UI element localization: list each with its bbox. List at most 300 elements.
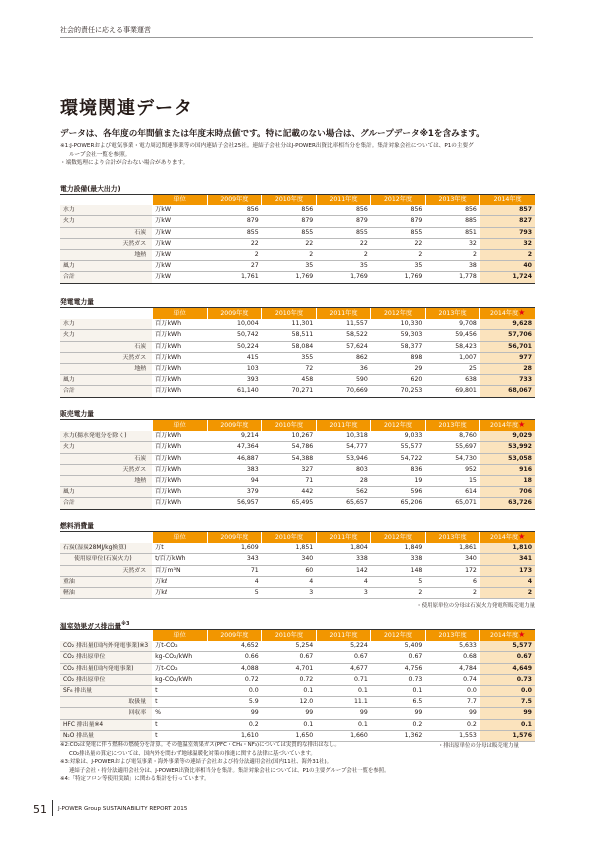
header-blank (60, 308, 152, 319)
row-label: 火力 (60, 330, 152, 341)
sales-table-title (60, 409, 535, 420)
row-unit: 百万kWh (152, 352, 207, 363)
header-year-text: 2014年度 (490, 534, 519, 541)
cell-value: 65,657 (316, 498, 371, 509)
table-row (60, 250, 535, 261)
cell-value: 855 (207, 227, 262, 238)
cell-value: 5,224 (316, 641, 371, 652)
header-year (207, 308, 262, 319)
cell-value: 2 (480, 250, 535, 261)
table-row (60, 319, 535, 330)
fuel-footnote: ・使用原単位の分母は石炭火力発電所販売電力量 (416, 603, 535, 609)
cell-value: 6.5 (371, 697, 426, 708)
row-unit: 百万kWh (152, 375, 207, 386)
row-unit: 万kℓ (152, 576, 207, 587)
cell-value: 0.0 (425, 686, 480, 697)
cell-value: 9,033 (371, 431, 426, 442)
lead-text: データは、各年度の年間値または年度末時点値です。特に記載のない場合は、グループデータ※1を含みます。 (60, 129, 485, 139)
row-unit: 百万kWh (152, 386, 207, 397)
cell-value: 22 (371, 238, 426, 249)
row-label: 合計 (60, 498, 152, 509)
cell-value: 0.1 (316, 719, 371, 730)
cell-value: 0.2 (371, 719, 426, 730)
cell-value: 1,769 (371, 272, 426, 283)
row-unit: 万kW (152, 205, 207, 216)
cell-value: 6 (425, 576, 480, 587)
cell-value: 836 (371, 464, 426, 475)
header-notes (60, 142, 540, 168)
cell-value: 57,706 (480, 330, 535, 341)
row-unit: 万kW (152, 250, 207, 261)
table-row (60, 652, 535, 663)
page-title: 環境関連データ (60, 98, 193, 119)
header-blank (60, 532, 152, 543)
header-blank (60, 420, 152, 431)
cell-value: 5 (371, 576, 426, 587)
cell-value: 18 (480, 476, 535, 487)
note-line: ※2:CO₂は発電に伴う燃料の燃焼分を計算。その他温室効果ガス(PFC・CH₄・NF₃)については実質的な排出はなし。 (60, 742, 340, 748)
cell-value: 46,887 (207, 453, 262, 464)
table-row (60, 708, 535, 719)
cell-value: 1,609 (207, 543, 262, 554)
cell-value: 54,777 (316, 442, 371, 453)
cell-value: 53,058 (480, 453, 535, 464)
cell-value: 22 (207, 238, 262, 249)
cell-value: 142 (316, 565, 371, 576)
cell-value: 1,778 (425, 272, 480, 283)
table-row (60, 453, 535, 464)
cell-value: 5,409 (371, 641, 426, 652)
cell-value: 4,677 (316, 663, 371, 674)
cell-value: 355 (262, 352, 317, 363)
cell-value: 5 (207, 588, 262, 599)
cell-value: 32 (480, 238, 535, 249)
cell-value: 1,007 (425, 352, 480, 363)
cell-value: 1,362 (371, 730, 426, 741)
header-year (207, 532, 262, 543)
header-year (425, 532, 480, 543)
cell-value: 0.1 (262, 686, 317, 697)
header-year-text: 2013年度 (438, 631, 467, 639)
cell-value: 855 (262, 227, 317, 238)
table-row (60, 498, 535, 509)
cell-value: 58,511 (262, 330, 317, 341)
cell-value: 856 (371, 205, 426, 216)
row-label: CO₂ 排出量(国内外発電事業)※3 (60, 641, 152, 652)
cell-value: 4,088 (207, 663, 262, 674)
generation-table-title (60, 297, 535, 308)
cell-value: 9,214 (207, 431, 262, 442)
cell-value: 1,769 (262, 272, 317, 283)
row-unit: t/百万kWh (152, 554, 207, 565)
header-year-text: 2010年度 (274, 631, 304, 639)
cell-value: 65,071 (425, 498, 480, 509)
cell-value: 65,495 (262, 498, 317, 509)
header-year-text: 2009年度 (220, 533, 249, 541)
header-year-text: 2013年度 (438, 196, 467, 203)
cell-value: 1,861 (425, 543, 480, 554)
cell-value: 977 (480, 352, 535, 363)
cell-value: 4 (480, 576, 535, 587)
cell-value: 99 (480, 708, 535, 719)
table-title-text: 温室効果ガス排出量 (60, 622, 122, 631)
cell-value: 65,206 (371, 498, 426, 509)
cell-value: 879 (207, 216, 262, 227)
cell-value: 5,577 (480, 641, 535, 652)
header-year-text: 2010年度 (274, 421, 304, 429)
cell-value: 851 (425, 227, 480, 238)
header-unit: 単位 (152, 308, 207, 319)
row-label: 火力 (60, 216, 152, 227)
cell-value: 0.0 (480, 686, 535, 697)
row-unit: % (152, 708, 207, 719)
header-year-text: 2011年度 (329, 631, 358, 639)
cell-value: 38 (425, 261, 480, 272)
cell-value: 35 (316, 261, 371, 272)
ghg-table (60, 630, 535, 742)
cell-value: 879 (262, 216, 317, 227)
row-unit: 万kW (152, 227, 207, 238)
cell-value: 0.2 (425, 719, 480, 730)
cell-value: 1,650 (262, 730, 317, 741)
cell-value: 0.73 (480, 674, 535, 685)
cell-value: 68,067 (480, 386, 535, 397)
row-unit: 百万kWh (152, 364, 207, 375)
cell-value: 0.72 (262, 674, 317, 685)
cell-value: 22 (262, 238, 317, 249)
header-unit: 単位 (152, 630, 207, 641)
cell-value: 40 (480, 261, 535, 272)
cell-value: 8,760 (425, 431, 480, 442)
table-row (60, 442, 535, 453)
cell-value: 1,553 (425, 730, 480, 741)
header-unit: 単位 (152, 195, 207, 205)
row-unit: 万t (152, 543, 207, 554)
cell-value: 827 (480, 216, 535, 227)
fuel-table-block (60, 521, 535, 599)
row-label: 石炭 (60, 341, 152, 352)
table-row (60, 261, 535, 272)
cell-value: 862 (316, 352, 371, 363)
cell-value: 9,708 (425, 319, 480, 330)
cell-value: 63,726 (480, 498, 535, 509)
cell-value: 1,851 (262, 543, 317, 554)
cell-value: 54,722 (371, 453, 426, 464)
cell-value: 2 (371, 250, 426, 261)
row-unit: t (152, 697, 207, 708)
row-label: CO₂ 排出量(国内発電事業) (60, 663, 152, 674)
table-row (60, 341, 535, 352)
cell-value: 58,084 (262, 341, 317, 352)
cell-value: 56,957 (207, 498, 262, 509)
cell-value: 442 (262, 487, 317, 498)
row-label: 軽油 (60, 588, 152, 599)
row-label: 地熱 (60, 476, 152, 487)
row-label: 地熱 (60, 250, 152, 261)
row-label: 水力 (60, 205, 152, 216)
cell-value: 855 (371, 227, 426, 238)
header-year (425, 195, 480, 205)
table-row (60, 352, 535, 363)
cell-value: 172 (425, 565, 480, 576)
cell-value: 69,801 (425, 386, 480, 397)
header-year (480, 420, 535, 431)
cell-value: 2 (480, 588, 535, 599)
cell-value: 70,271 (262, 386, 317, 397)
cell-value: 58,522 (316, 330, 371, 341)
table-header-row (60, 420, 535, 431)
table-row (60, 641, 535, 652)
table-row (60, 386, 535, 397)
cell-value: 856 (262, 205, 317, 216)
header-year (425, 308, 480, 319)
table-header-row (60, 532, 535, 543)
cell-value: 4 (316, 576, 371, 587)
cell-value: 173 (480, 565, 535, 576)
capacity-table-title (60, 184, 535, 195)
header-year (371, 630, 426, 641)
row-label: 水力 (60, 319, 152, 330)
cell-value: 327 (262, 464, 317, 475)
header-year-text: 2009年度 (220, 309, 249, 317)
sales-table-block (60, 409, 535, 510)
sales-table (60, 420, 535, 510)
row-label: 使用原単位(石炭火力) (60, 554, 152, 565)
header-year (480, 630, 535, 641)
row-label: 火力 (60, 442, 152, 453)
header-blank (60, 630, 152, 641)
cell-value: 803 (316, 464, 371, 475)
header-year (262, 420, 317, 431)
cell-value: 99 (425, 708, 480, 719)
cell-value: 3 (262, 588, 317, 599)
cell-value: 793 (480, 227, 535, 238)
table-title-text: 発電電力量 (60, 298, 94, 306)
cell-value: 28 (316, 476, 371, 487)
header-year (425, 630, 480, 641)
cell-value: 103 (207, 364, 262, 375)
table-title-text: 電力設備(最大出力) (60, 185, 121, 193)
page-number: 51 (33, 803, 47, 816)
header-divider (60, 37, 533, 38)
header-year-text: 2010年度 (274, 533, 304, 541)
cell-value: 338 (316, 554, 371, 565)
cell-value: 4 (262, 576, 317, 587)
cell-value: 0.67 (316, 652, 371, 663)
header-year-text: 2013年度 (438, 309, 467, 317)
cell-value: 340 (425, 554, 480, 565)
emission-footnote: ・排出原単位の分母は販売電力量 (438, 743, 519, 749)
cell-value: 10,267 (262, 431, 317, 442)
row-unit: 百万kWh (152, 498, 207, 509)
row-unit: 万kW (152, 216, 207, 227)
header-year-text: 2013年度 (438, 421, 467, 429)
header-year (480, 532, 535, 543)
header-year-text: 2012年度 (383, 309, 413, 317)
cell-value: 0.74 (425, 674, 480, 685)
header-year (262, 195, 317, 205)
cell-value: 55,697 (425, 442, 480, 453)
cell-value: 1,724 (480, 272, 535, 283)
header-year-text: 2012年度 (383, 196, 413, 203)
table-header-row (60, 308, 535, 319)
cell-value: 1,610 (207, 730, 262, 741)
row-label: 天然ガス (60, 238, 152, 249)
cell-value: 2 (371, 588, 426, 599)
star-icon: ★ (518, 308, 526, 317)
header-year-text: 2012年度 (383, 421, 413, 429)
header-year-text: 2010年度 (274, 309, 304, 317)
table-row (60, 216, 535, 227)
table-row (60, 719, 535, 730)
cell-value: 99 (207, 708, 262, 719)
cell-value: 54,786 (262, 442, 317, 453)
row-unit: 百万kWh (152, 319, 207, 330)
header-year (371, 532, 426, 543)
header-year-text: 2009年度 (220, 196, 249, 203)
capacity-table (60, 195, 535, 284)
header-year-text: 2011年度 (329, 533, 358, 541)
cell-value: 0.0 (207, 686, 262, 697)
ghg-table-block (60, 619, 535, 742)
row-label: 風力 (60, 487, 152, 498)
cell-value: 2 (425, 588, 480, 599)
cell-value: 879 (371, 216, 426, 227)
cell-value: 2 (425, 250, 480, 261)
header-year-text: 2012年度 (383, 631, 413, 639)
row-label: 天然ガス (60, 352, 152, 363)
cell-value: 458 (262, 375, 317, 386)
row-label: 水力(揚水発電分を除く) (60, 431, 152, 442)
row-label: 回収率 (60, 708, 152, 719)
cell-value: 3 (316, 588, 371, 599)
header-year (207, 630, 262, 641)
report-title: J-POWER Group SUSTAINABILITY REPORT 2015 (58, 806, 188, 812)
cell-value: 148 (371, 565, 426, 576)
cell-value: 0.1 (371, 686, 426, 697)
cell-value: 12.0 (262, 697, 317, 708)
cell-value: 9,628 (480, 319, 535, 330)
cell-value: 47,364 (207, 442, 262, 453)
header-year-text: 2014年度 (490, 310, 519, 317)
row-label: SF₆ 排出量 (60, 686, 152, 697)
cell-value: 5,254 (262, 641, 317, 652)
note-line: ※3:対象は、J-POWERおよび電気事業・海外事業等の連結子会社および持分法適用会社(国内11社、海外31社)。 (60, 759, 333, 766)
cell-value: 59,303 (371, 330, 426, 341)
row-unit: 百万kWh (152, 464, 207, 475)
row-unit: 万kW (152, 261, 207, 272)
cell-value: 99 (371, 708, 426, 719)
cell-value: 1,804 (316, 543, 371, 554)
header-year-text: 2014年度 (490, 422, 519, 429)
row-unit: 万t-CO₂ (152, 663, 207, 674)
cell-value: 36 (316, 364, 371, 375)
cell-value: 0.1 (262, 719, 317, 730)
cell-value: 25 (425, 364, 480, 375)
row-label: 重油 (60, 576, 152, 587)
cell-value: 35 (371, 261, 426, 272)
cell-value: 898 (371, 352, 426, 363)
cell-value: 0.71 (316, 674, 371, 685)
row-unit: 百万kWh (152, 330, 207, 341)
cell-value: 1,769 (316, 272, 371, 283)
cell-value: 0.67 (371, 652, 426, 663)
row-unit: 百万kWh (152, 476, 207, 487)
row-label: 天然ガス (60, 464, 152, 475)
table-row (60, 730, 535, 741)
table-row (60, 686, 535, 697)
header-year (207, 195, 262, 205)
header-year (316, 195, 371, 205)
cell-value: 1,660 (316, 730, 371, 741)
cell-value: 54,388 (262, 453, 317, 464)
cell-value: 855 (316, 227, 371, 238)
cell-value: 596 (371, 487, 426, 498)
header-year-text: 2012年度 (383, 533, 413, 541)
cell-value: 341 (480, 554, 535, 565)
capacity-table-block (60, 184, 535, 284)
cell-value: 885 (425, 216, 480, 227)
cell-value: 415 (207, 352, 262, 363)
cell-value: 856 (207, 205, 262, 216)
table-row (60, 588, 535, 599)
star-icon: ★ (518, 420, 526, 429)
cell-value: 706 (480, 487, 535, 498)
cell-value: 0.1 (316, 686, 371, 697)
table-title-text: 販売電力量 (60, 410, 94, 418)
cell-value: 99 (316, 708, 371, 719)
table-row (60, 487, 535, 498)
header-year (207, 420, 262, 431)
cell-value: 916 (480, 464, 535, 475)
row-unit: 万t-CO₂ (152, 641, 207, 652)
note-line: CO₂排出量の算定については、国内外を問わず地球温暖化対策の推進に関する法律に基づいています。 (69, 750, 316, 757)
cell-value: 19 (371, 476, 426, 487)
cell-value: 343 (207, 554, 262, 565)
row-label: N₂O 排出量 (60, 730, 152, 741)
row-label: CO₂ 排出原単位 (60, 674, 152, 685)
header-year-text: 2010年度 (274, 196, 304, 203)
row-unit: t (152, 730, 207, 741)
row-unit: 百万kWh (152, 487, 207, 498)
row-label: CO₂ 排出原単位 (60, 652, 152, 663)
table-row (60, 227, 535, 238)
cell-value: 856 (316, 205, 371, 216)
footer-divider (52, 800, 53, 816)
cell-value: 340 (262, 554, 317, 565)
row-label: HFC 排出量※4 (60, 719, 152, 730)
cell-value: 562 (316, 487, 371, 498)
row-label: 石炭(湿炭28MJ/kg換算) (60, 543, 152, 554)
cell-value: 1,810 (480, 543, 535, 554)
cell-value: 56,701 (480, 341, 535, 352)
row-unit: kg-CO₂/kWh (152, 652, 207, 663)
cell-value: 61,140 (207, 386, 262, 397)
cell-value: 27 (207, 261, 262, 272)
cell-value: 58,423 (425, 341, 480, 352)
row-unit: t (152, 686, 207, 697)
table-row (60, 464, 535, 475)
cell-value: 590 (316, 375, 371, 386)
header-year-text: 2013年度 (438, 533, 467, 541)
cell-value: 0.72 (207, 674, 262, 685)
cell-value: 28 (480, 364, 535, 375)
row-unit: 百万m³N (152, 565, 207, 576)
cell-value: 60 (262, 565, 317, 576)
cell-value: 32 (425, 238, 480, 249)
row-label: 合計 (60, 386, 152, 397)
row-unit: 万kW (152, 238, 207, 249)
